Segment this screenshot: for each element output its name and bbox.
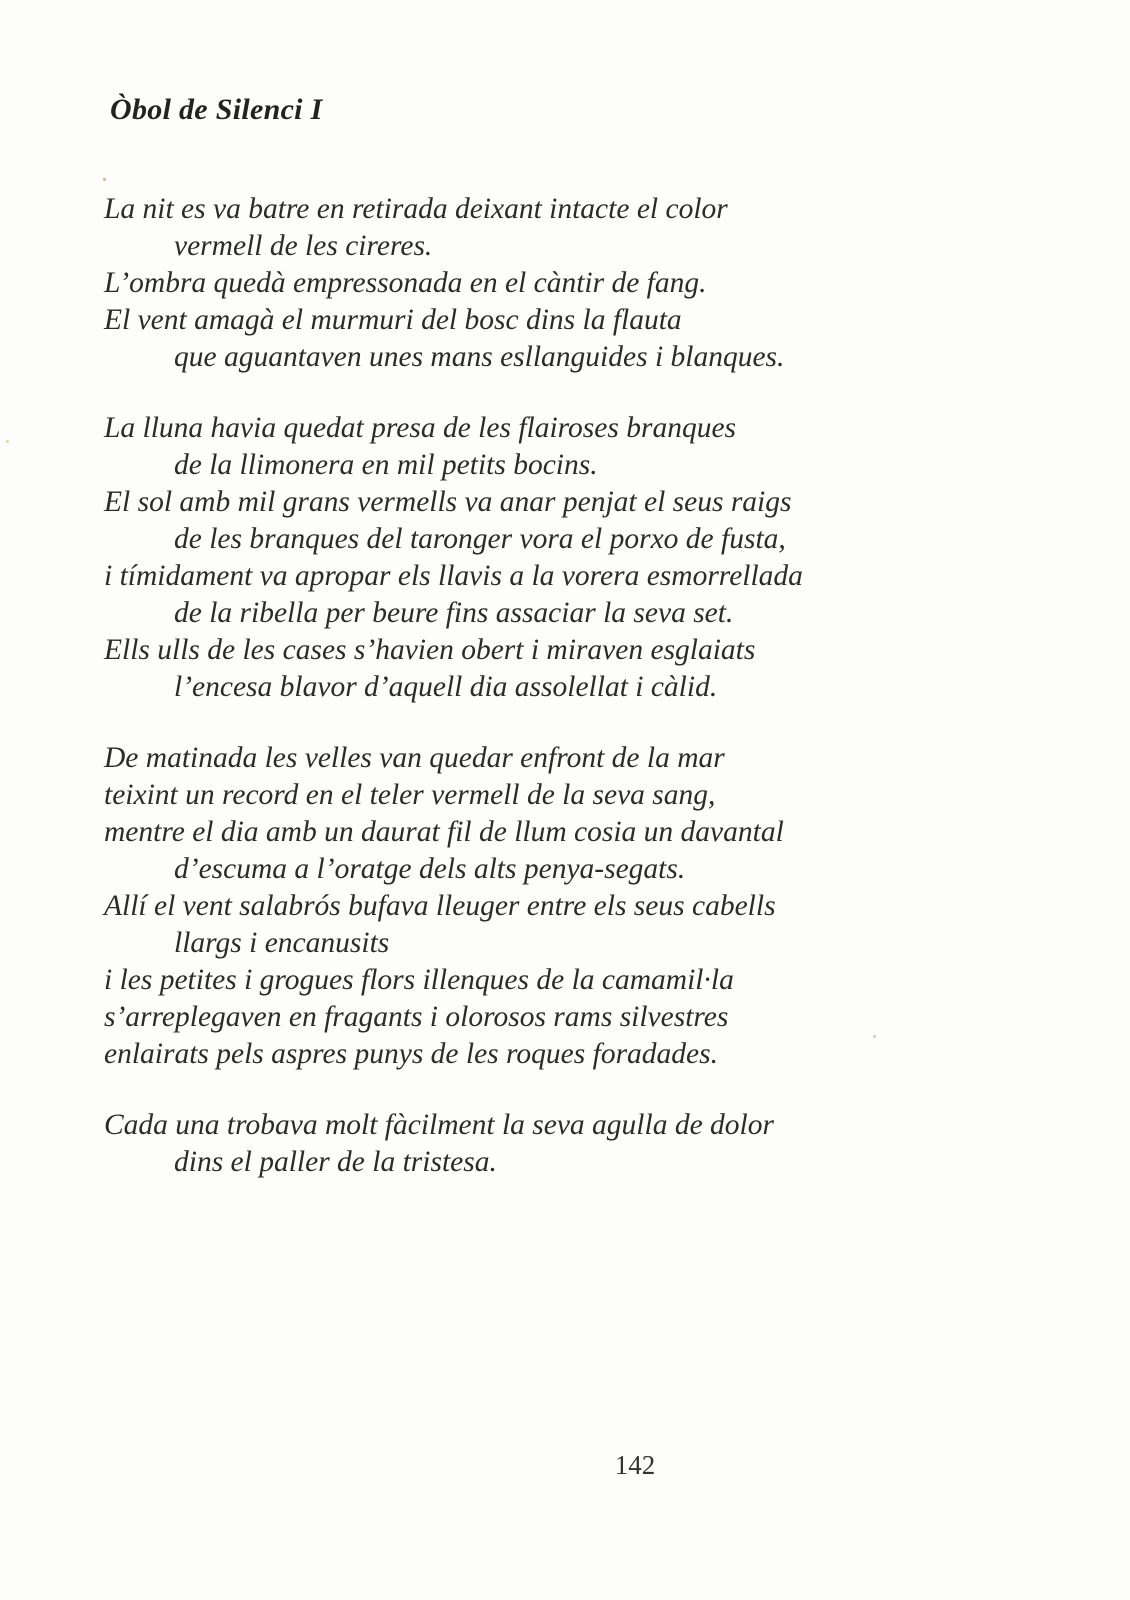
page-number: 142 <box>614 1450 656 1480</box>
poem-line: l’encesa blavor d’aquell dia assolellat i càlid. <box>174 671 718 703</box>
paper-speck <box>103 178 106 181</box>
poem-line: El sol amb mil grans vermells va anar penjat el seus raigs <box>104 486 792 518</box>
poem-line: de la ribella per beure fins assaciar la seva set. <box>174 597 734 629</box>
paper-speck <box>6 440 9 443</box>
poem-line: L’ombra quedà empressonada en el càntir de fang. <box>104 267 707 299</box>
poem-line: vermell de les cireres. <box>174 230 433 262</box>
poem-line: i tímidament va apropar els llavis a la vorera esmorrellada <box>104 560 803 592</box>
poem-line: enlairats pels aspres punys de les roques foradades. <box>104 1038 718 1070</box>
poem-line: Cada una trobava molt fàcilment la seva agulla de dolor <box>104 1109 774 1141</box>
poem-line: Allí el vent salabrós bufava lleuger entre els seus cabells <box>104 890 776 922</box>
poem-body <box>104 191 1004 1215</box>
poem-line: De matinada les velles van quedar enfront de la mar <box>104 742 725 774</box>
poem-line: d’escuma a l’oratge dels alts penya-segats. <box>174 853 686 885</box>
poem-line: La nit es va batre en retirada deixant intacte el color <box>104 193 728 225</box>
poem-stanza <box>104 1107 1004 1181</box>
poem-line: teixint un record en el teler vermell de la seva sang, <box>104 779 716 811</box>
poem-line: que aguantaven unes mans esllanguides i blanques. <box>174 341 785 373</box>
poem-line: i les petites i grogues flors illenques de la camamil·la <box>104 964 734 996</box>
poem-line: La lluna havia quedat presa de les flairoses branques <box>104 412 737 444</box>
poem-line: Ells ulls de les cases s’havien obert i miraven esglaiats <box>104 634 756 666</box>
paper-speck <box>873 1035 876 1038</box>
poem-stanza <box>104 410 1004 706</box>
poem-line: El vent amagà el murmuri del bosc dins la flauta <box>104 304 682 336</box>
poem-line: llargs i encanusits <box>174 927 390 959</box>
poem-stanza <box>104 740 1004 1073</box>
poem-stanza <box>104 191 1004 376</box>
poem-title: Òbol de Silenci I <box>110 93 323 126</box>
poem-line: de la llimonera en mil petits bocins. <box>174 449 598 481</box>
poem-line: s’arreplegaven en fragants i olorosos rams silvestres <box>104 1001 729 1033</box>
poem-line: dins el paller de la tristesa. <box>174 1146 497 1178</box>
poem-line: de les branques del taronger vora el porxo de fusta, <box>174 523 786 555</box>
poem-line: mentre el dia amb un daurat fil de llum cosia un davantal <box>104 816 784 848</box>
